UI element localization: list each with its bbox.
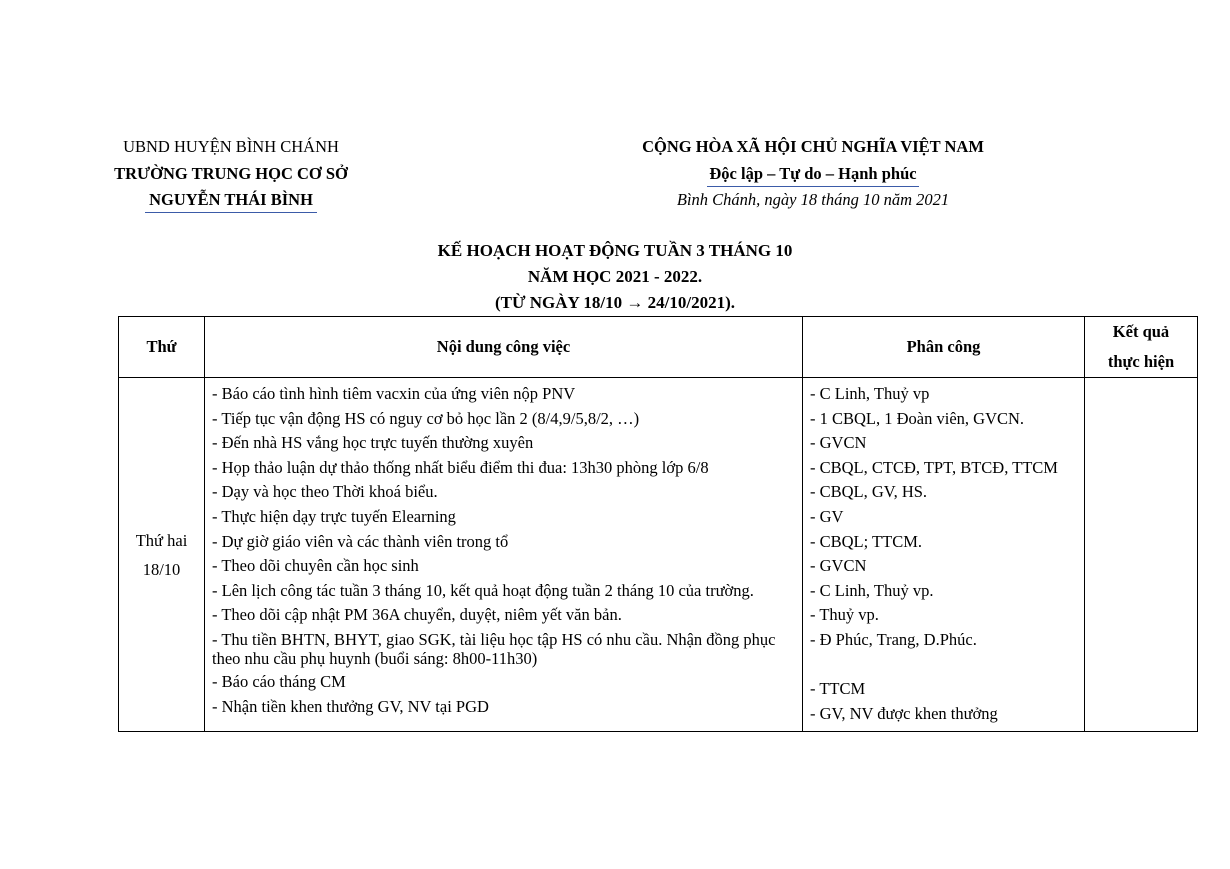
- document-title: [0, 238, 1230, 316]
- assignment-item: - 1 CBQL, 1 Đoàn viên, GVCN.: [810, 408, 1025, 428]
- day-cell: [119, 378, 205, 732]
- result-cell: [1085, 378, 1198, 732]
- title-line-1: KẾ HOẠCH HOẠT ĐỘNG TUẦN 3 THÁNG 10: [437, 241, 793, 260]
- assignment-item: - CBQL; TTCM.: [810, 531, 922, 551]
- task-item: - Dự giờ giáo viên và các thành viên trong tổ: [212, 531, 509, 551]
- task-item: - Theo dõi chuyên cần học sinh: [212, 556, 419, 576]
- task-item: - Họp thảo luận dự thảo thống nhất biểu điểm thi đua: 13h30 phòng lớp 6/8: [212, 457, 709, 477]
- assignment-item: - CBQL, GV, HS.: [810, 482, 928, 502]
- assignment-item: - GV, NV được khen thưởng: [810, 703, 998, 723]
- assignment-item: - C Linh, Thuỷ vp: [810, 384, 930, 403]
- assignment-item: - Đ Phúc, Trang, D.Phúc.: [810, 629, 977, 649]
- nation-motto: Độc lập – Tự do – Hạnh phúc: [707, 163, 918, 187]
- assignment-item: - GVCN: [810, 433, 867, 453]
- task-item: - Thu tiền BHTN, BHYT, giao SGK, tài liệu học tập HS có nhu cầu. Nhận đồng phục theo nhu cầu phụ huynh (buổi sáng: 8h00-11h30): [212, 629, 776, 668]
- task-item: - Dạy và học theo Thời khoá biểu.: [212, 482, 438, 502]
- header-content: Nội dung công việc: [205, 317, 803, 378]
- assignment-item: - Thuỷ vp.: [810, 605, 879, 625]
- document-date: Bình Chánh, ngày 18 tháng 10 năm 2021: [676, 190, 950, 209]
- task-item: - Báo cáo tháng CM: [212, 671, 346, 691]
- assignment-item: - GV: [810, 506, 844, 526]
- task-item: - Báo cáo tình hình tiêm vacxin của ứng viên nộp PNV: [212, 384, 576, 403]
- title-line-3: (TỪ NGÀY 18/10 → 24/10/2021).: [494, 293, 736, 312]
- header-result-line-1: Kết quả: [1112, 322, 1170, 341]
- assignment-cell: [803, 378, 1085, 732]
- header-day: Thứ: [119, 317, 205, 378]
- assignment-item: - TTCM: [810, 679, 866, 699]
- tasks-cell: [205, 378, 803, 732]
- nation-name: CỘNG HÒA XÃ HỘI CHỦ NGHĨA VIỆT NAM: [642, 137, 984, 156]
- day-date: 18/10: [142, 559, 181, 579]
- assignment-item: - CBQL, CTCĐ, TPT, BTCĐ, TTCM: [810, 457, 1058, 477]
- header-assignment: Phân công: [803, 317, 1085, 378]
- task-item: - Đến nhà HS vắng học trực tuyến thường xuyên: [212, 433, 534, 453]
- assignment-spacer: [810, 653, 1077, 678]
- task-item: - Thực hiện dạy trực tuyến Elearning: [212, 506, 456, 526]
- header-result-line-2: thực hiện: [1107, 352, 1175, 371]
- task-item: - Lên lịch công tác tuần 3 tháng 10, kết quả hoạt động tuần 2 tháng 10 của trường.: [212, 580, 754, 600]
- title-line-2: NĂM HỌC 2021 - 2022.: [527, 267, 703, 286]
- header-right-nation: [570, 134, 1056, 214]
- header-result: [1085, 317, 1198, 378]
- assignment-item: - C Linh, Thuỷ vp.: [810, 580, 934, 600]
- agency-school-type: TRƯỜNG TRUNG HỌC CƠ SỞ: [114, 163, 348, 183]
- task-item: - Theo dõi cập nhật PM 36A chuyển, duyệt, niêm yết văn bản.: [212, 605, 622, 625]
- task-item: - Nhận tiền khen thưởng GV, NV tại PGD: [212, 696, 489, 716]
- header-left-agency: [100, 134, 362, 214]
- task-item: - Tiếp tục vận động HS có nguy cơ bỏ học lần 2 (8/4,9/5,8/2, …): [212, 408, 640, 428]
- assignment-item: - GVCN: [810, 556, 867, 576]
- day-name: Thứ hai: [135, 530, 188, 550]
- agency-school-name: NGUYỄN THÁI BÌNH: [145, 189, 317, 213]
- activity-plan-table: [118, 316, 1198, 732]
- table-header-row: [119, 317, 1198, 378]
- table-row: [119, 378, 1198, 732]
- agency-district: UBND HUYỆN BÌNH CHÁNH: [123, 137, 339, 156]
